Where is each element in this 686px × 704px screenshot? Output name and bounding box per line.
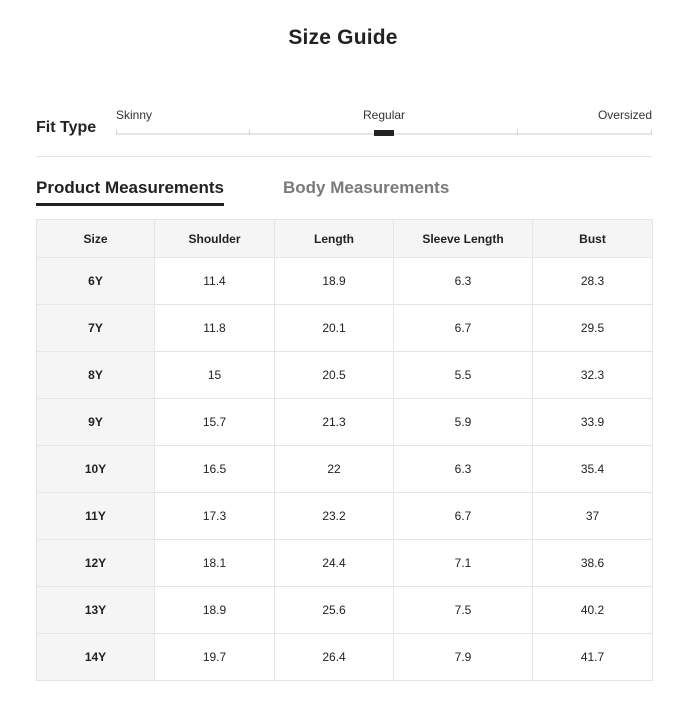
size-cell: 10Y bbox=[37, 446, 155, 493]
length-cell: 25.6 bbox=[275, 587, 394, 634]
table-row bbox=[37, 305, 653, 352]
bust-cell: 40.2 bbox=[533, 587, 653, 634]
bust-cell: 33.9 bbox=[533, 399, 653, 446]
sleeve-length-cell: 7.5 bbox=[394, 587, 533, 634]
sleeve-length-cell: 6.3 bbox=[394, 258, 533, 305]
table-row bbox=[37, 493, 653, 540]
shoulder-cell: 19.7 bbox=[155, 634, 275, 681]
sleeve-length-cell: 6.7 bbox=[394, 493, 533, 540]
sleeve-length-cell: 7.9 bbox=[394, 634, 533, 681]
bust-cell: 41.7 bbox=[533, 634, 653, 681]
size-cell: 7Y bbox=[37, 305, 155, 352]
fit-option-regular: Regular bbox=[363, 108, 406, 122]
section-divider bbox=[36, 156, 652, 157]
table-row bbox=[37, 540, 653, 587]
shoulder-cell: 11.8 bbox=[155, 305, 275, 352]
bust-cell: 35.4 bbox=[533, 446, 653, 493]
length-cell: 24.4 bbox=[275, 540, 394, 587]
fit-scale-tick bbox=[116, 129, 117, 135]
fit-scale-marker bbox=[374, 130, 394, 136]
sleeve-length-cell: 7.1 bbox=[394, 540, 533, 587]
length-cell: 21.3 bbox=[275, 399, 394, 446]
length-cell: 26.4 bbox=[275, 634, 394, 681]
column-header-length: Length bbox=[275, 220, 394, 258]
bust-cell: 37 bbox=[533, 493, 653, 540]
page-title: Size Guide bbox=[288, 26, 398, 49]
fit-option-skinny: Skinny bbox=[116, 108, 153, 122]
size-cell: 13Y bbox=[37, 587, 155, 634]
table-row bbox=[37, 258, 653, 305]
fit-scale-tick bbox=[517, 129, 518, 135]
fit-type-label: Fit Type bbox=[36, 119, 97, 136]
shoulder-cell: 18.1 bbox=[155, 540, 275, 587]
column-header-shoulder: Shoulder bbox=[155, 220, 275, 258]
bust-cell: 38.6 bbox=[533, 540, 653, 587]
size-cell: 8Y bbox=[37, 352, 155, 399]
fit-type-selector bbox=[36, 100, 652, 140]
length-cell: 22 bbox=[275, 446, 394, 493]
shoulder-cell: 16.5 bbox=[155, 446, 275, 493]
column-header-bust: Bust bbox=[533, 220, 653, 258]
tab-body-measurements[interactable]: Body Measurements bbox=[283, 178, 450, 197]
fit-type-scale bbox=[116, 100, 652, 140]
length-cell: 23.2 bbox=[275, 493, 394, 540]
bust-cell: 29.5 bbox=[533, 305, 653, 352]
table-row bbox=[37, 587, 653, 634]
sleeve-length-cell: 5.9 bbox=[394, 399, 533, 446]
length-cell: 20.5 bbox=[275, 352, 394, 399]
shoulder-cell: 11.4 bbox=[155, 258, 275, 305]
shoulder-cell: 17.3 bbox=[155, 493, 275, 540]
sleeve-length-cell: 6.3 bbox=[394, 446, 533, 493]
table-header-row bbox=[37, 220, 653, 258]
length-cell: 20.1 bbox=[275, 305, 394, 352]
tab-product-measurements[interactable]: Product Measurements bbox=[36, 178, 224, 206]
fit-scale-tick bbox=[651, 129, 652, 135]
table-row bbox=[37, 352, 653, 399]
shoulder-cell: 15 bbox=[155, 352, 275, 399]
size-cell: 12Y bbox=[37, 540, 155, 587]
column-header-sleeve-length: Sleeve Length bbox=[394, 220, 533, 258]
shoulder-cell: 18.9 bbox=[155, 587, 275, 634]
fit-scale-tick bbox=[249, 129, 250, 135]
shoulder-cell: 15.7 bbox=[155, 399, 275, 446]
bust-cell: 28.3 bbox=[533, 258, 653, 305]
table-row bbox=[37, 446, 653, 493]
size-cell: 6Y bbox=[37, 258, 155, 305]
sleeve-length-cell: 6.7 bbox=[394, 305, 533, 352]
table-row bbox=[37, 399, 653, 446]
length-cell: 18.9 bbox=[275, 258, 394, 305]
size-cell: 11Y bbox=[37, 493, 155, 540]
bust-cell: 32.3 bbox=[533, 352, 653, 399]
size-cell: 14Y bbox=[37, 634, 155, 681]
sleeve-length-cell: 5.5 bbox=[394, 352, 533, 399]
size-cell: 9Y bbox=[37, 399, 155, 446]
column-header-size: Size bbox=[37, 220, 155, 258]
size-table bbox=[36, 219, 653, 681]
measurement-tabs bbox=[36, 178, 652, 206]
table-row bbox=[37, 634, 653, 681]
fit-option-oversized: Oversized bbox=[597, 108, 652, 122]
